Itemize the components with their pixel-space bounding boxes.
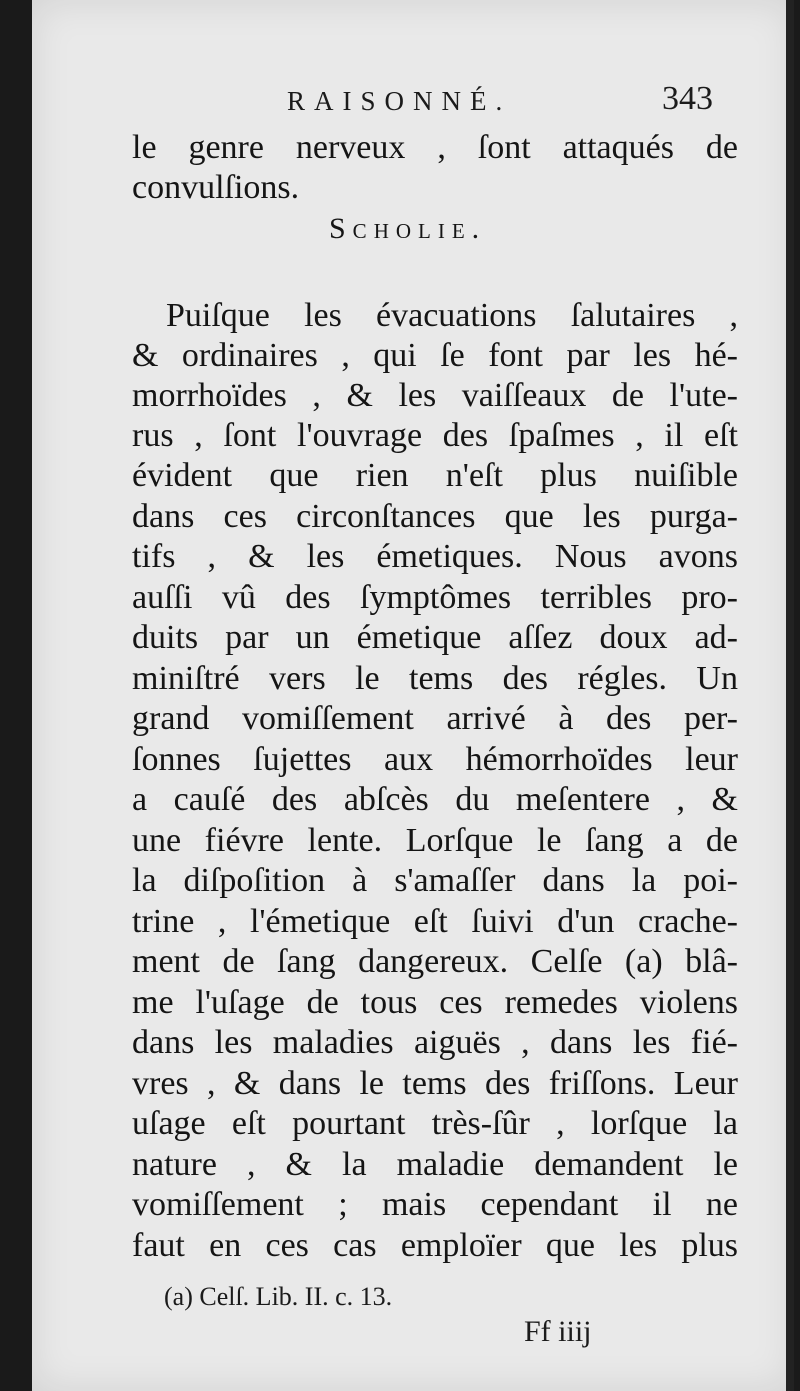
text-line: faut en ces cas emploïer que les plus [132, 1227, 738, 1264]
text-line: miniſtré vers le tems des régles. Un [132, 660, 738, 697]
section-heading: Scholie. [329, 212, 487, 245]
text-line: dans les maladies aiguës , dans les fié- [132, 1024, 738, 1061]
text-line: rus , ſont l'ouvrage des ſpaſmes , il eſt [132, 417, 738, 454]
text-line: me l'uſage de tous ces remedes violens [132, 984, 738, 1021]
text-line: convulſions. [132, 169, 300, 206]
text-line: dans ces circonſtances que les purga- [132, 498, 738, 535]
text-line: une fiévre lente. Lorſque le ſang a de [132, 822, 738, 859]
page-edge-shadow [786, 0, 794, 1391]
text-line: uſage eſt pourtant très-ſûr , lorſque la [132, 1105, 738, 1142]
text-line: nature , & la maladie demandent le [132, 1146, 738, 1183]
signature-mark: Ff iiij [524, 1315, 592, 1348]
text-line: vomiſſement ; mais cependant il ne [132, 1186, 738, 1223]
text-line: grand vomiſſement arrivé à des per- [132, 700, 738, 737]
text-line: la diſpoſition à s'amaſſer dans la poi- [132, 862, 738, 899]
text-line: & ordinaires , qui ſe font par les hé- [132, 337, 738, 374]
text-line: auſſi vû des ſymptômes terribles pro- [132, 579, 738, 616]
text-line: évident que rien n'eſt plus nuiſible [132, 457, 738, 494]
footnote: (a) Celſ. Lib. II. c. 13. [164, 1282, 393, 1311]
text-line: ſonnes ſujettes aux hémorrhoïdes leur [132, 741, 738, 778]
text-line: ment de ſang dangereux. Celſe (a) blâ- [132, 943, 738, 980]
text-line: le genre nerveux , ſont attaqués de [132, 129, 738, 166]
text-line: Puiſque les évacuations ſalutaires , [166, 297, 738, 334]
text-line: a cauſé des abſcès du meſentere , & [132, 781, 738, 818]
text-line: tifs , & les émetiques. Nous avons [132, 538, 738, 575]
text-line: duits par un émetique aſſez doux ad- [132, 619, 738, 656]
text-line: vres , & dans le tems des friſſons. Leur [132, 1065, 738, 1102]
book-page [32, 0, 794, 1391]
page-number: 343 [662, 80, 713, 117]
text-line: trine , l'émetique eſt ſuivi d'un crache- [132, 903, 738, 940]
text-line: morrhoïdes , & les vaiſſeaux de l'ute- [132, 377, 738, 414]
running-head: RAISONNÉ. [287, 86, 512, 116]
